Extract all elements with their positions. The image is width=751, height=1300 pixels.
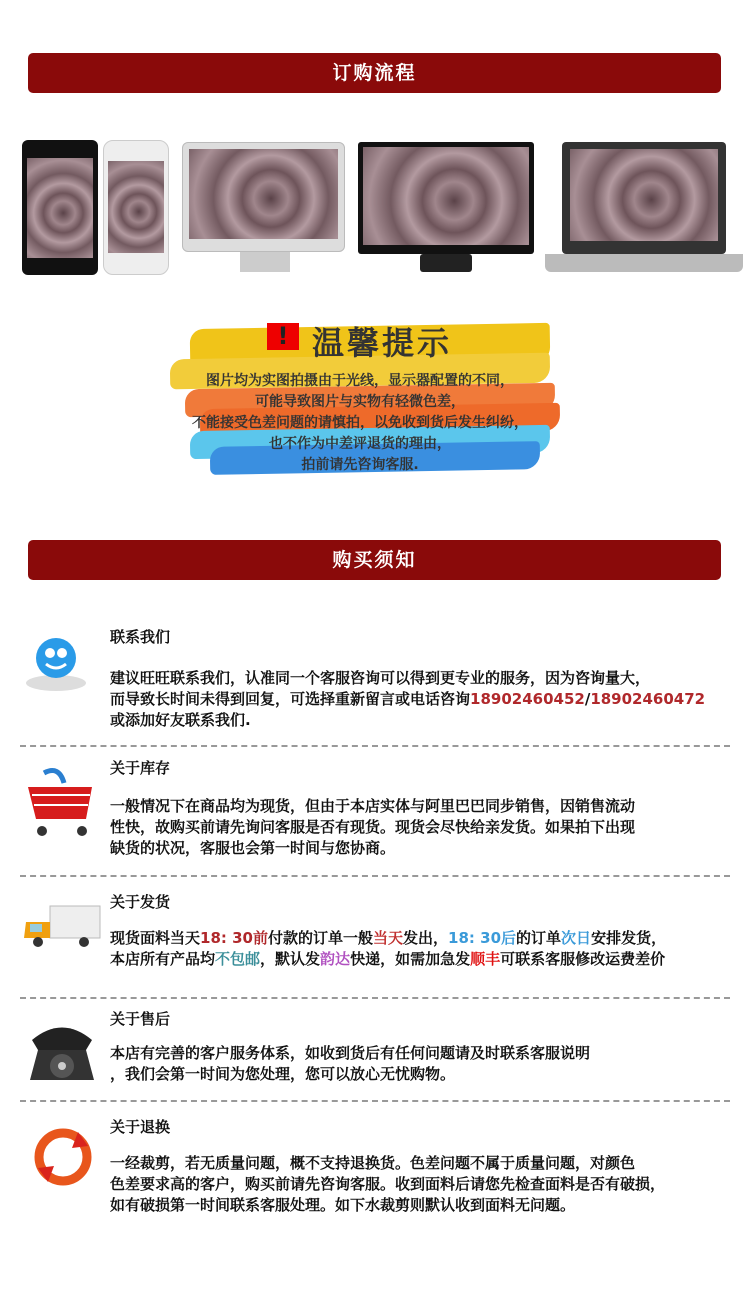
- highlight-text: 当天: [373, 929, 404, 947]
- delivery-truck-icon: [22, 902, 102, 956]
- body-line: [110, 689, 750, 710]
- highlight-text: 18902460452: [470, 690, 585, 708]
- body-line: [110, 817, 750, 838]
- body-text: 现货面料当天: [110, 929, 201, 947]
- chat-bubble-icon: [18, 628, 88, 702]
- body-text: 色差要求高的客户，购买前请先咨询客服。收到面料后请您先检查面料是否有破损，: [110, 1175, 666, 1193]
- dashed-divider: [20, 875, 730, 877]
- warning-icon: !: [267, 323, 299, 350]
- imac-image: [182, 142, 345, 252]
- section-body: [110, 928, 750, 970]
- body-line: [110, 1174, 750, 1195]
- body-text: 如有破损第一时间联系客服处理。如下水裁剪则默认收到面料无问题。: [110, 1196, 576, 1214]
- body-text: /: [584, 690, 591, 708]
- body-line: [110, 838, 750, 859]
- section-title: 关于库存: [110, 759, 171, 777]
- shopping-cart-icon: [14, 765, 94, 844]
- dashed-divider: [20, 1100, 730, 1102]
- telephone-icon: [22, 1010, 102, 1094]
- body-text: ，默认发: [260, 950, 321, 968]
- tips-title: 温馨提示: [312, 324, 453, 362]
- highlight-text: 18: 30前: [200, 929, 268, 947]
- body-text: 本店有完善的客户服务体系，如收到货后有任何问题请及时联系客服说明: [110, 1044, 591, 1062]
- body-line: [110, 1153, 750, 1174]
- body-text: 的订单: [516, 929, 562, 947]
- section-title: 关于发货: [110, 893, 171, 911]
- exchange-arrows-icon: [28, 1122, 98, 1196]
- body-text: 发出，: [403, 929, 449, 947]
- highlight-text: 韵达: [320, 950, 351, 968]
- body-text: 付款的订单一般: [268, 929, 374, 947]
- body-text: ，我们会第一时间为您处理，您可以放心无忧购物。: [110, 1065, 456, 1083]
- body-text: 缺货的状况，客服也会第一时间与您协商。: [110, 839, 396, 857]
- dashed-divider: [20, 745, 730, 747]
- laptop-image: [562, 142, 726, 254]
- tip-line: 不能接受色差问题的请慎拍，以免收到货后发生纠纷，: [192, 415, 528, 431]
- body-text: 安排发货，: [591, 929, 667, 947]
- section-title: 关于退换: [110, 1118, 171, 1136]
- body-line: [110, 1064, 750, 1085]
- body-text: 一般情况下在商品均为现货，但由于本店实体与阿里巴巴同步销售，因销售流动: [110, 797, 636, 815]
- phone-black-image: [22, 140, 98, 275]
- tip-line: 也不作为中差评退货的理由，: [269, 436, 451, 452]
- highlight-text: 18902460472: [590, 690, 706, 708]
- phone-white-image: [103, 140, 169, 275]
- body-text: 建议旺旺联系我们，认准同一个客服咨询可以得到更专业的服务，因为咨询量大，: [110, 669, 651, 687]
- highlight-text: 18: 30后: [448, 929, 517, 947]
- body-line: [110, 710, 750, 731]
- section-title: 关于售后: [110, 1010, 171, 1028]
- section-title: 联系我们: [110, 628, 171, 646]
- body-line: [110, 796, 750, 817]
- highlight-text: 不包邮: [215, 950, 261, 968]
- body-text: 本店所有产品均: [110, 950, 216, 968]
- section-body: [110, 668, 750, 731]
- purchase-notice-banner: 购买须知: [28, 540, 721, 580]
- warm-tips: [150, 318, 570, 473]
- body-line: [110, 928, 750, 949]
- highlight-text: 次日: [561, 929, 592, 947]
- highlight-text: 顺丰: [470, 950, 501, 968]
- dashed-divider: [20, 997, 730, 999]
- tip-line: 拍前请先咨询客服.: [301, 457, 419, 473]
- body-line: [110, 1043, 750, 1064]
- body-text: 而导致长时间未得到回复，可选择重新留言或电话咨询: [110, 690, 471, 708]
- order-process-banner: 订购流程: [28, 53, 721, 93]
- body-line: [110, 1195, 750, 1216]
- body-line: [110, 668, 750, 689]
- section-body: [110, 796, 750, 859]
- tip-line: 可能导致图片与实物有轻微色差，: [255, 394, 465, 410]
- monitor-image: [358, 142, 534, 254]
- tip-line: 图片均为实图拍摄由于光线，显示器配置的不同，: [206, 373, 514, 389]
- body-text: 或添加好友联系我们.: [110, 711, 251, 729]
- body-line: [110, 949, 750, 970]
- body-text: 快递，如需加急发: [350, 950, 471, 968]
- section-body: [110, 1043, 750, 1085]
- body-text: 可联系客服修改运费差价: [500, 950, 666, 968]
- section-body: [110, 1153, 750, 1216]
- body-text: 性快，故购买前请先询问客服是否有现货。现货会尽快给亲发货。如果拍下出现: [110, 818, 636, 836]
- body-text: 一经裁剪，若无质量问题，概不支持退换货。色差问题不属于质量问题，对颜色: [110, 1154, 636, 1172]
